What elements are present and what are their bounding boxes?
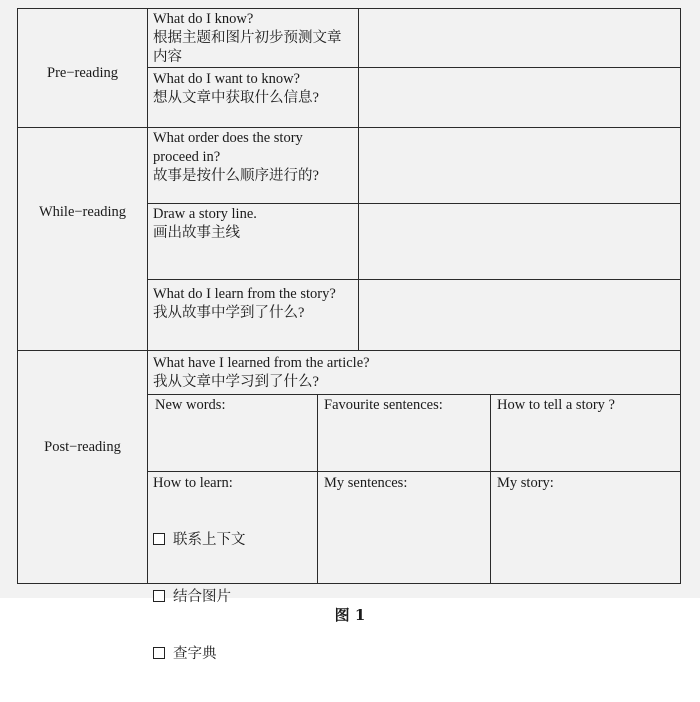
divider-while-row1 bbox=[147, 203, 681, 204]
while-q1-en-line2: proceed in? bbox=[153, 149, 221, 165]
option-context-label: 联系上下文 bbox=[173, 532, 246, 548]
divider-stage-column bbox=[147, 8, 148, 584]
post-q-en: What have I learned from the article? bbox=[153, 355, 370, 371]
option-pictures-label: 结合图片 bbox=[173, 589, 231, 605]
divider-post-header bbox=[147, 394, 681, 395]
while-q2-zh: 画出故事主线 bbox=[153, 225, 240, 241]
border-left bbox=[17, 8, 18, 584]
pre-q1-zh-line1: 根据主题和图片初步预测文章 bbox=[153, 30, 342, 46]
checkbox-icon[interactable] bbox=[153, 533, 165, 545]
pre-q2-en: What do I want to know? bbox=[153, 71, 300, 87]
divider-while-post bbox=[17, 350, 681, 351]
while-q3-zh: 我从故事中学到了什么? bbox=[153, 305, 305, 321]
divider-post-col1 bbox=[317, 394, 318, 584]
figure-caption: 图 1 bbox=[334, 606, 366, 624]
stage-post-reading: Post−reading bbox=[44, 439, 121, 455]
option-context[interactable] bbox=[153, 531, 246, 550]
post-favourite-sentences-label: Favourite sentences: bbox=[324, 397, 443, 413]
post-my-sentences-label: My sentences: bbox=[324, 475, 408, 491]
while-q1-en-line1: What order does the story bbox=[153, 130, 303, 146]
stage-pre-reading: Pre−reading bbox=[47, 65, 118, 81]
divider-while-row2 bbox=[147, 279, 681, 280]
divider-post-grid bbox=[147, 471, 681, 472]
divider-answer-column bbox=[358, 8, 359, 351]
border-top bbox=[17, 8, 681, 9]
option-dictionary-label: 查字典 bbox=[173, 646, 217, 662]
option-dictionary[interactable] bbox=[153, 645, 246, 664]
divider-pre-rows bbox=[147, 67, 681, 68]
checkbox-icon[interactable] bbox=[153, 590, 165, 602]
post-my-story-label: My story: bbox=[497, 475, 554, 491]
post-how-to-learn-options bbox=[153, 493, 246, 702]
pre-q2-zh: 想从文章中获取什么信息? bbox=[153, 90, 319, 106]
divider-pre-while bbox=[17, 127, 681, 128]
stage-while-reading: While−reading bbox=[38, 204, 127, 220]
divider-post-col2 bbox=[490, 394, 491, 584]
pre-q1-zh-line2: 内容 bbox=[153, 49, 182, 65]
post-new-words-label: New words: bbox=[155, 397, 226, 413]
post-how-tell-story-label: How to tell a story ? bbox=[497, 397, 615, 413]
border-right bbox=[680, 8, 681, 584]
border-bottom bbox=[17, 583, 681, 584]
while-q1-zh: 故事是按什么顺序进行的? bbox=[153, 168, 319, 184]
post-how-to-learn-label: How to learn: bbox=[153, 475, 233, 491]
while-q2-en: Draw a story line. bbox=[153, 206, 257, 222]
post-q-zh: 我从文章中学习到了什么? bbox=[153, 374, 319, 390]
pre-q1-en: What do I know? bbox=[153, 11, 254, 27]
checkbox-icon[interactable] bbox=[153, 647, 165, 659]
while-q3-en: What do I learn from the story? bbox=[153, 286, 336, 302]
